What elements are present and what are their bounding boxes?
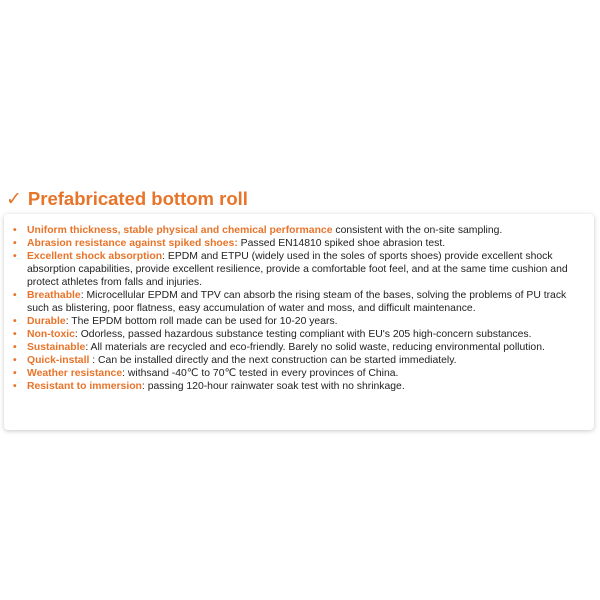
feature-description: Can be installed directly and the next construction can be started immediately. — [98, 355, 457, 366]
bullet-icon: • — [13, 342, 17, 353]
feature-separator: : — [162, 251, 168, 262]
feature-description: consistent with the on-site sampling. — [335, 225, 503, 236]
feature-separator: : — [141, 381, 148, 392]
list-item — [12, 289, 590, 315]
feature-term: Non-toxic — [27, 329, 75, 340]
feature-list — [12, 224, 590, 393]
feature-term: Resistant to immersion — [27, 381, 142, 392]
feature-term: Durable — [27, 316, 66, 327]
list-item — [12, 354, 590, 367]
feature-description: Microcellular EPDM and TPV can absorb the rising steam of the bases, solving the problems of PU track such as blistering, poor flatness, easy accumulation of water and moss, and difficult maintenance. — [27, 290, 567, 314]
feature-separator: : — [65, 316, 72, 327]
list-item — [12, 367, 590, 380]
list-item — [12, 328, 590, 341]
feature-separator: : — [80, 290, 87, 301]
feature-term: Sustainable — [27, 342, 86, 353]
feature-description: EPDM and ETPU (widely used in the soles of sports shoes) provide excellent shock absorption capabilities, provide excellent resilience, provide a comfortable foot feel, and at the same time cushion and protect athletes from falls and injuries. — [27, 251, 568, 288]
feature-term: Excellent shock absorption — [27, 251, 163, 262]
list-item — [12, 380, 590, 393]
feature-term: Quick-install — [27, 355, 90, 366]
checkmark-icon: ✓ — [6, 188, 22, 210]
bullet-icon: • — [13, 316, 17, 327]
feature-term: Breathable — [27, 290, 81, 301]
bullet-icon: • — [13, 368, 17, 379]
feature-description: The EPDM bottom roll made can be used for 10-20 years. — [71, 316, 338, 327]
feature-term: Weather resistance — [27, 368, 123, 379]
feature-term: Uniform thickness, stable physical and chemical performance — [27, 225, 333, 236]
feature-description: passing 120-hour rainwater soak test with no shrinkage. — [147, 381, 405, 392]
feature-separator: : — [74, 329, 81, 340]
features-card — [4, 214, 594, 430]
section-title: Prefabricated bottom roll — [27, 188, 248, 210]
feature-term: Abrasion resistance against spiked shoes: — [27, 238, 238, 249]
bullet-icon: • — [13, 238, 17, 249]
list-item — [12, 237, 590, 250]
feature-separator: : — [122, 368, 128, 379]
feature-description: withsand -40℃ to 70℃ tested in every provinces of China. — [127, 368, 399, 379]
bullet-icon: • — [13, 355, 17, 366]
feature-description: All materials are recycled and eco-friendly. Barely no solid waste, reducing environmental pollution. — [90, 342, 545, 353]
feature-separator: : — [85, 342, 91, 353]
feature-separator: : — [89, 355, 99, 366]
list-item — [12, 250, 590, 289]
bullet-icon: • — [13, 251, 17, 262]
list-item — [12, 315, 590, 328]
list-item — [12, 341, 590, 354]
bullet-icon: • — [13, 381, 17, 392]
bullet-icon: • — [13, 329, 17, 340]
list-item — [12, 224, 590, 237]
feature-description: Odorless, passed hazardous substance testing compliant with EU's 205 high-concern substances. — [80, 329, 532, 340]
feature-description: Passed EN14810 spiked shoe abrasion test. — [240, 238, 446, 249]
bullet-icon: • — [13, 290, 17, 301]
bullet-icon: • — [13, 225, 17, 236]
section-heading — [6, 190, 248, 209]
